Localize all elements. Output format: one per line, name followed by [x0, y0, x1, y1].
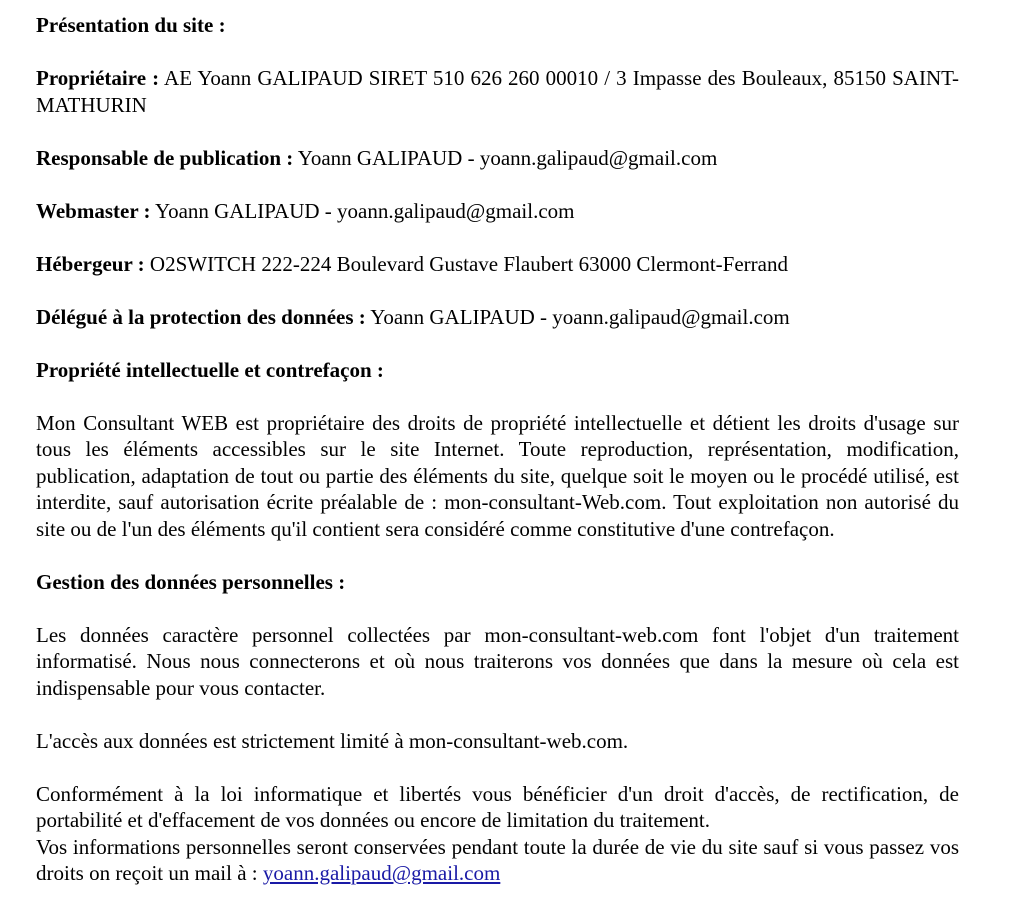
host-value: O2SWITCH 222-224 Boulevard Gustave Flaubert 63000 Clermont-Ferrand — [149, 251, 788, 276]
personal-data-paragraph-4-text: Vos informations personnelles seront conservées pendant toute la durée de vie du site sauf si vous passez vos droits on reçoit un mail à : — [36, 834, 959, 885]
owner-value: AE Yoann GALIPAUD SIRET 510 626 260 00010 / 3 Impasse des Bouleaux, 85150 SAINT-MATHURIN — [36, 66, 960, 117]
webmaster-value: Yoann GALIPAUD - yoann.galipaud@gmail.com — [155, 198, 575, 223]
host-line — [36, 251, 959, 278]
dpo-value: Yoann GALIPAUD - yoann.galipaud@gmail.com — [370, 304, 790, 329]
personal-data-paragraph-1: Les données caractère personnel collectées par mon-consultant-web.com font l'objet d'un traitement informatisé. Nous nous connecterons et où nous traiterons vos données que dans la mesure où cela est indispensable pour vous contacter. — [36, 622, 959, 700]
personal-data-paragraph-2: L'accès aux données est strictement limité à mon-consultant-web.com. — [36, 728, 629, 753]
publication-manager-label: Responsable de publication : — [36, 145, 294, 170]
dpo-line — [36, 304, 959, 331]
personal-data-heading-text: Gestion des données personnelles : — [36, 569, 346, 594]
dpo-label: Délégué à la protection des données : — [36, 304, 366, 329]
webmaster-label: Webmaster : — [36, 198, 151, 223]
personal-data-paragraph-4 — [36, 834, 959, 887]
personal-data-paragraph-3: Conformément à la loi informatique et libertés vous bénéficier d'un droit d'accès, de rectification, de portabilité et d'effacement de vos données ou encore de limitation du traitement. — [36, 781, 959, 832]
intellectual-property-heading-text: Propriété intellectuelle et contrefaçon : — [36, 357, 384, 382]
intellectual-property-paragraph: Mon Consultant WEB est propriétaire des droits de propriété intellectuelle et détient les droits d'usage sur tous les éléments accessibles sur le site Internet. Toute reproduction, représentation, modification, publication, adaptation de tout ou partie des éléments du site, quelque soit le moyen ou le procédé utilisé, est interdite, sauf autorisation écrite préalable de : mon-consultant-Web.com. Tout exploitation non autorisé du site ou de l'un des éléments qu'il contient sera considéré comme constitutive d'une contrefaçon. — [36, 410, 959, 541]
personal-data-heading — [36, 569, 959, 596]
publication-manager-value: Yoann GALIPAUD - yoann.galipaud@gmail.com — [297, 145, 718, 170]
contact-email-link[interactable]: yoann.galipaud@gmail.com — [262, 861, 501, 885]
owner-label: Propriétaire : — [36, 66, 160, 90]
intellectual-property-heading — [36, 357, 959, 384]
publication-manager-line — [36, 145, 959, 172]
presentation-heading — [36, 12, 959, 39]
owner-line — [36, 65, 959, 118]
host-label: Hébergeur : — [36, 251, 145, 276]
legal-notice-document — [36, 12, 959, 887]
presentation-heading-text: Présentation du site : — [36, 13, 226, 37]
webmaster-line — [36, 198, 959, 225]
